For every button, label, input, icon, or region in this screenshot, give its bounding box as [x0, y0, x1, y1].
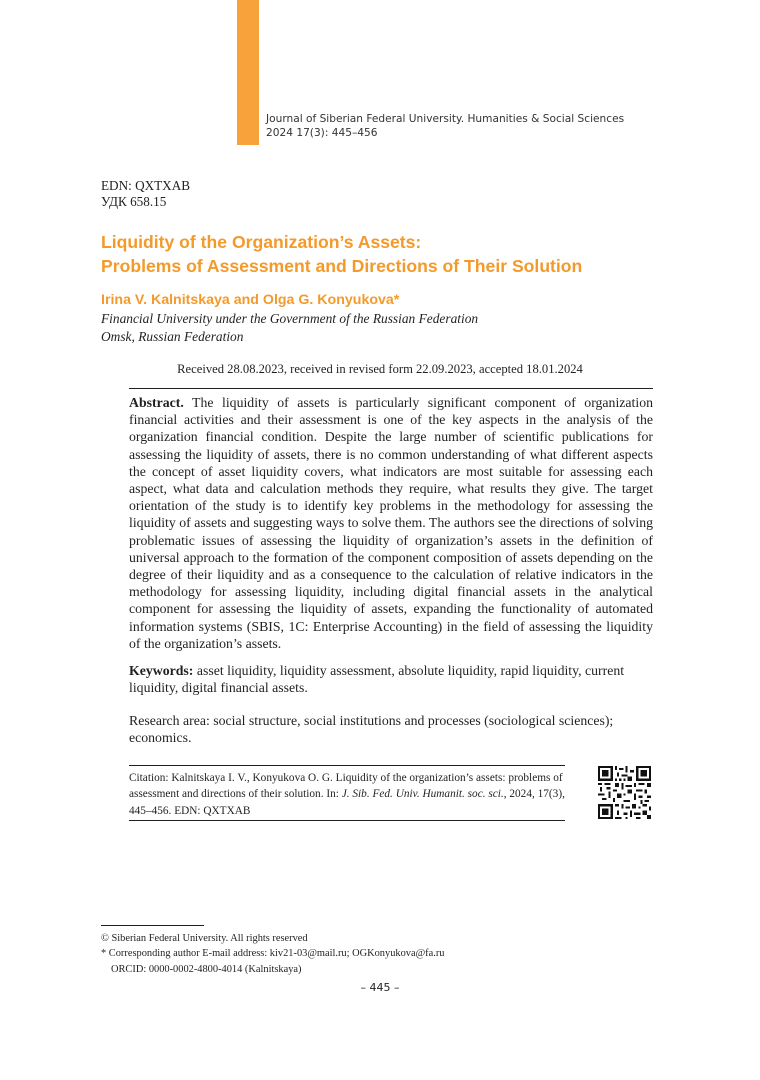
page-number: – 445 –: [360, 981, 400, 994]
affiliation-org: Financial University under the Government of the Russian Federation: [101, 311, 479, 326]
copyright-notice: © Siberian Federal University. All rights reserved: [101, 933, 308, 944]
keywords-text: asset liquidity, liquidity assessment, absolute liquidity, rapid liquidity, current liquidity, digital financial assets.: [129, 663, 625, 696]
abstract-label: Abstract.: [129, 395, 184, 410]
research-area: Research area: social structure, social institutions and processes (sociological sciences); economics.: [129, 713, 614, 746]
keywords: [129, 662, 653, 696]
abstract: [129, 394, 653, 652]
citation: [129, 770, 569, 819]
journal-header: [266, 112, 624, 140]
journal-issue: 2024 17(3): 445–456: [266, 127, 378, 139]
title-line-1: Liquidity of the Organization’s Assets:: [101, 232, 422, 252]
journal-accent-bar: [237, 0, 259, 145]
title-line-2: Problems of Assessment and Directions of Their Solution: [101, 256, 583, 276]
affiliation-city: Omsk, Russian Federation: [101, 329, 244, 344]
citation-suffix: , 2024, 17(3), 445–456. EDN: QXTXAB: [129, 788, 565, 817]
authors: Irina V. Kalnitskaya and Olga G. Konyukova*: [101, 292, 400, 308]
abstract-text: The liquidity of assets is particularly significant component of organization financial activities and their assessment is one of the key aspects in the analysis of the organization financial condition. Despite the large number of scientific publications for assessing the liquidity of assets, there is no common understanding of what different aspects the concept of asset liquidity covers, what indicators are most suitable for assessing each aspect, what data and calculation methods they require, what results they give. The target orientation of the study is to identify key problems in the methodology for assessing the liquidity of assets and suggesting ways to solve them. The authors see the directions of solving problematic issues of assessing the liquidity of organization’s assets in the definition of universal approach to the formation of the component composition of assets depending on the degree of their liquidity and as a consequence to the calculation of relative indicators in the methodology for assessing liquidity, including digital financial assets in the analytical component for assessing the liquidity of assets, expanding the functionality of automated information systems (SBIS, 1C: Enterprise Accounting) in the field of assessing the liquidity of the organization’s assets.: [129, 395, 653, 651]
affiliation: [101, 310, 478, 346]
qr-code-icon: [598, 766, 651, 819]
keywords-label: Keywords:: [129, 663, 194, 678]
orcid: ORCID: 0000-0002-4800-4014 (Kalnitskaya): [111, 963, 302, 975]
citation-top-rule: [129, 765, 565, 766]
citation-bottom-rule: [129, 820, 565, 821]
paper-title: [101, 230, 661, 278]
received-dates: Received 28.08.2023, received in revised form 22.09.2023, accepted 18.01.2024: [177, 362, 583, 376]
corresponding-author: * Corresponding author E-mail address: kiv21-03@mail.ru; OGKonyukova@fa.ru: [101, 948, 445, 960]
citation-journal: J. Sib. Fed. Univ. Humanit. soc. sci.: [341, 788, 504, 801]
abstract-top-rule: [129, 388, 653, 389]
footnotes: [101, 931, 445, 977]
edn-code: EDN: QXTXAB: [101, 178, 191, 193]
journal-name: Journal of Siberian Federal University. Humanities & Social Sciences: [266, 113, 625, 125]
footnote-rule: [101, 925, 204, 926]
udk-code: УДК 658.15: [101, 194, 167, 209]
citation-prefix: Citation: Kalnitskaya I. V., Konyukova O. G. Liquidity of the organization’s assets: problems of assessment and directions of their solution. In:: [129, 772, 563, 801]
identifiers: [101, 178, 190, 210]
